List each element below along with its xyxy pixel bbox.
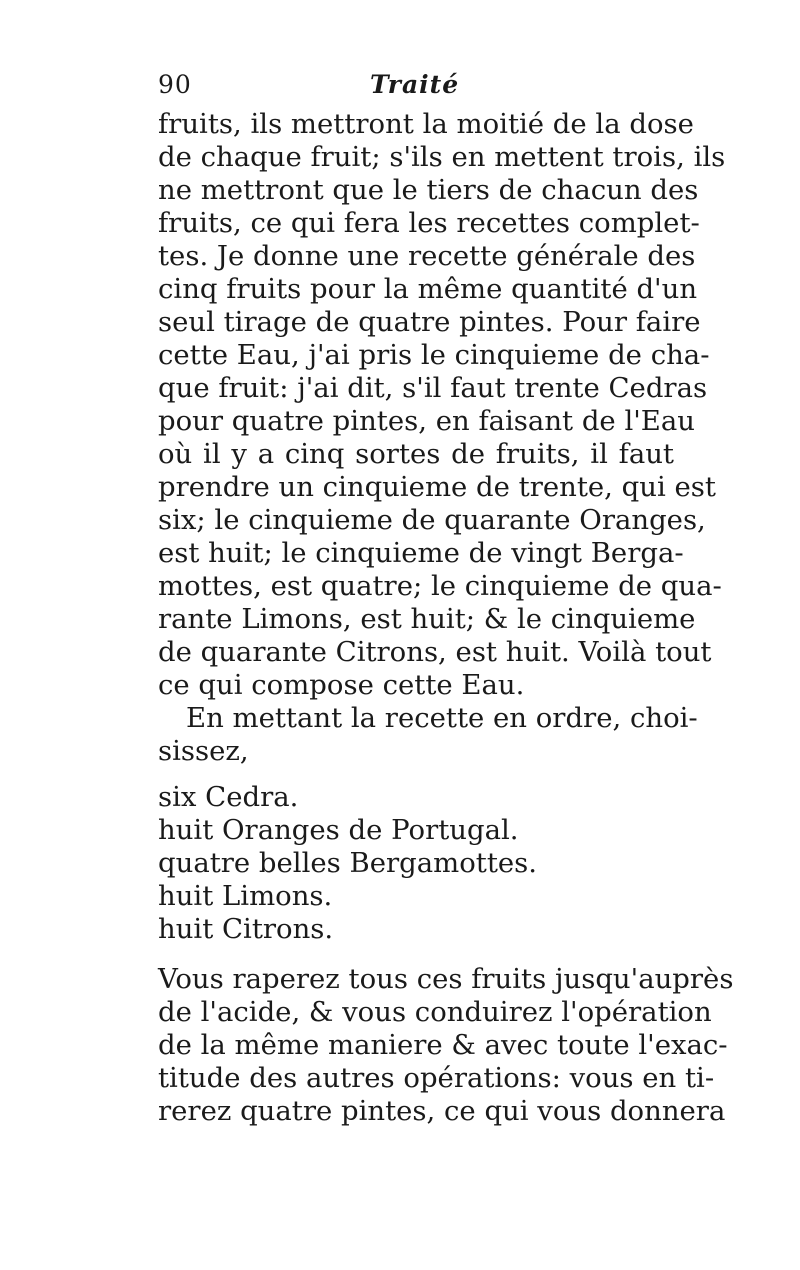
list-item: huit Citrons. [158,913,334,945]
text-line: rerez quatre pintes, ce qui vous donnera [158,1095,726,1127]
text-line: est huit; le cinquieme de vingt Berga- [158,537,684,569]
page-header [158,70,678,106]
text-line: cette Eau, j'ai pris le cinquieme de cha- [158,339,710,371]
text-line: six; le cinquieme de quarante Oranges, [158,504,706,536]
text-line: prendre un cinquieme de trente, qui est [158,471,716,503]
list-item: huit Oranges de Portugal. [158,814,519,846]
text-line: titude des autres opérations: vous en ti- [158,1062,715,1094]
list-item: huit Limons. [158,880,333,912]
text-line: ne mettront que le tiers de chacun des [158,174,699,206]
list-item: six Cedra. [158,781,299,813]
text-line: mottes, est quatre; le cinquieme de qua- [158,570,722,602]
text-line: de quarante Citrons, est huit. Voilà tout [158,636,712,668]
page-number: 90 [158,70,192,99]
text-line: fruits, ce qui fera les recettes complet- [158,207,700,239]
text-line: seul tirage de quatre pintes. Pour faire [158,306,701,338]
text-line: que fruit: j'ai dit, s'il faut trente Cedras [158,372,708,404]
text-line: En mettant la recette en ordre, choi- [186,702,698,734]
text-line: de l'acide, & vous conduirez l'opération [158,996,712,1028]
text-line: sissez, [158,735,249,767]
text-line: Vous raperez tous ces fruits jusqu'auprès [158,963,734,995]
text-line: de chaque fruit; s'ils en mettent trois, ils [158,141,726,173]
text-line: ce qui compose cette Eau. [158,669,525,701]
list-item: quatre belles Bergamottes. [158,847,538,879]
text-line: rante Limons, est huit; & le cinquieme [158,603,696,635]
text-line: tes. Je donne une recette générale des [158,240,696,272]
text-line: pour quatre pintes, en faisant de l'Eau [158,405,695,437]
text-line: où il y a cinq sortes de fruits, il faut [158,438,674,470]
text-line: fruits, ils mettront la moitié de la dose [158,108,694,140]
text-line: cinq fruits pour la même quantité d'un [158,273,698,305]
text-line: de la même maniere & avec toute l'exac- [158,1029,728,1061]
running-title: Traité [370,70,460,99]
